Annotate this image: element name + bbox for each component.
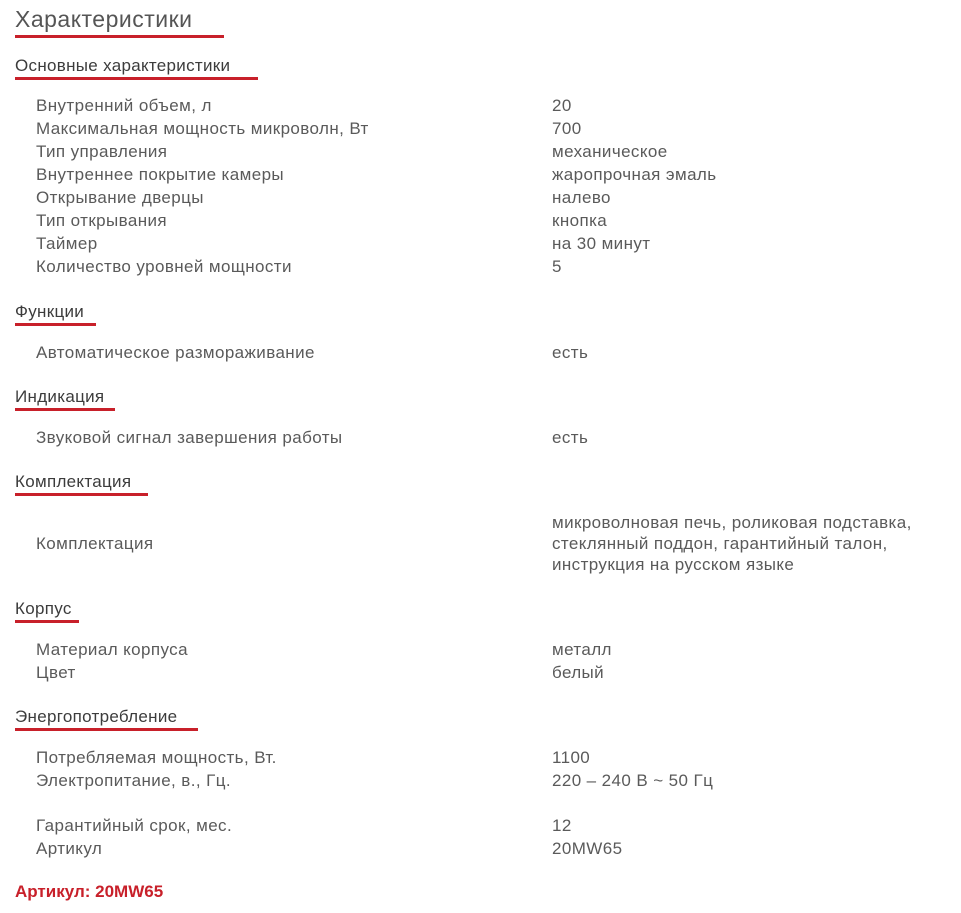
spec-label: Звуковой сигнал завершения работы [36,428,343,447]
spec-value: 20 [552,96,572,115]
spec-label: Потребляемая мощность, Вт. [36,748,277,767]
spec-value: жаропрочная эмаль [552,165,717,184]
section-title-package: Комплектация [15,472,132,491]
spec-value-line: микроволновая печь, роликовая подставка, [552,513,912,532]
page-title-underline [15,35,224,38]
section-title-indication: Индикация [15,387,105,406]
spec-label: Количество уровней мощности [36,257,292,276]
section-underline [15,493,148,496]
spec-value: 700 [552,119,582,138]
spec-value: 20MW65 [552,839,623,858]
spec-label: Электропитание, в., Гц. [36,771,231,790]
spec-value: налево [552,188,611,207]
spec-label: Внутреннее покрытие камеры [36,165,285,184]
spec-value: 220 – 240 В ~ 50 Гц [552,771,714,790]
spec-value: на 30 минут [552,234,651,253]
section-title-power: Энергопотребление [15,707,178,726]
spec-label: Гарантийный срок, мес. [36,816,233,835]
spec-value: 5 [552,257,562,276]
section-underline [15,323,96,326]
section-title-body: Корпус [15,599,72,618]
spec-label: Тип открывания [36,211,168,230]
spec-value: есть [552,343,589,362]
spec-label: Цвет [36,663,76,682]
spec-label: Артикул [36,839,103,858]
spec-value: есть [552,428,589,447]
spec-value-line: стеклянный поддон, гарантийный талон, [552,534,888,553]
page-title: Характеристики [15,6,193,32]
article-number: Артикул: 20MW65 [15,882,164,901]
spec-value: кнопка [552,211,608,230]
section-underline [15,620,79,623]
section-underline [15,408,115,411]
spec-value: 1100 [552,748,591,767]
spec-label: Максимальная мощность микроволн, Вт [36,119,369,138]
spec-value: металл [552,640,612,659]
spec-label: Комплектация [36,534,154,553]
section-title-functions: Функции [15,302,85,321]
spec-label: Тип управления [36,142,168,161]
spec-label: Материал корпуса [36,640,188,659]
section-underline [15,728,198,731]
spec-label: Таймер [36,234,98,253]
spec-value: 12 [552,816,572,835]
section-title-main: Основные характеристики [15,56,231,75]
spec-label: Внутренний объем, л [36,96,212,115]
spec-value: механическое [552,142,668,161]
spec-value: белый [552,663,605,682]
spec-label: Автоматическое размораживание [36,343,315,362]
section-underline [15,77,258,80]
spec-value-line: инструкция на русском языке [552,555,795,574]
spec-label: Открывание дверцы [36,188,204,207]
